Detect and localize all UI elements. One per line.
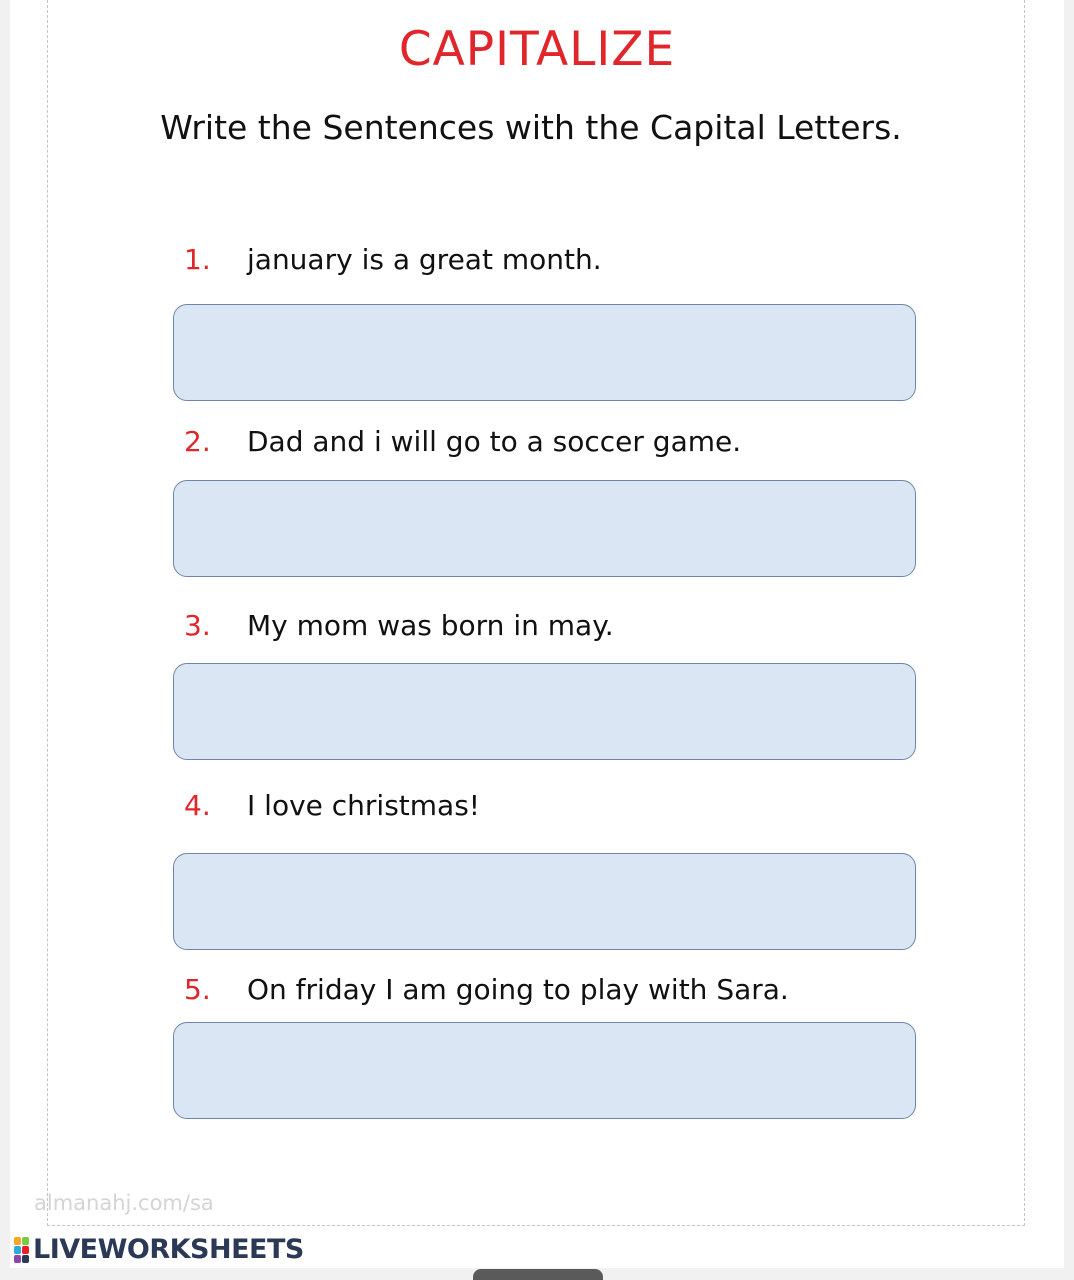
- answer-input-2[interactable]: [173, 480, 916, 577]
- item-sentence: I love christmas!: [247, 789, 481, 822]
- item-number: 2.: [184, 425, 211, 458]
- liveworksheets-logo-icon: [14, 1235, 30, 1263]
- item-number: 4.: [184, 789, 211, 822]
- brand-name: LIVEWORKSHEETS: [33, 1233, 304, 1265]
- answer-input-1[interactable]: [173, 304, 916, 401]
- brand-logo[interactable]: [14, 1231, 304, 1267]
- worksheet-title: CAPITALIZE: [398, 22, 676, 77]
- item-number: 1.: [184, 243, 211, 276]
- answer-input-3[interactable]: [173, 663, 916, 760]
- watermark-text: almanahj.com/sa: [34, 1191, 214, 1215]
- answer-input-5[interactable]: [173, 1022, 916, 1119]
- instruction-text: Write the Sentences with the Capital Letters.: [160, 108, 902, 147]
- item-number: 5.: [184, 973, 211, 1006]
- home-indicator[interactable]: [473, 1269, 603, 1280]
- item-sentence: My mom was born in may.: [247, 609, 614, 642]
- answer-input-4[interactable]: [173, 853, 916, 950]
- item-sentence: january is a great month.: [247, 243, 602, 276]
- item-number: 3.: [184, 609, 211, 642]
- item-sentence: Dad and i will go to a soccer game.: [247, 425, 742, 458]
- item-sentence: On friday I am going to play with Sara.: [247, 973, 789, 1006]
